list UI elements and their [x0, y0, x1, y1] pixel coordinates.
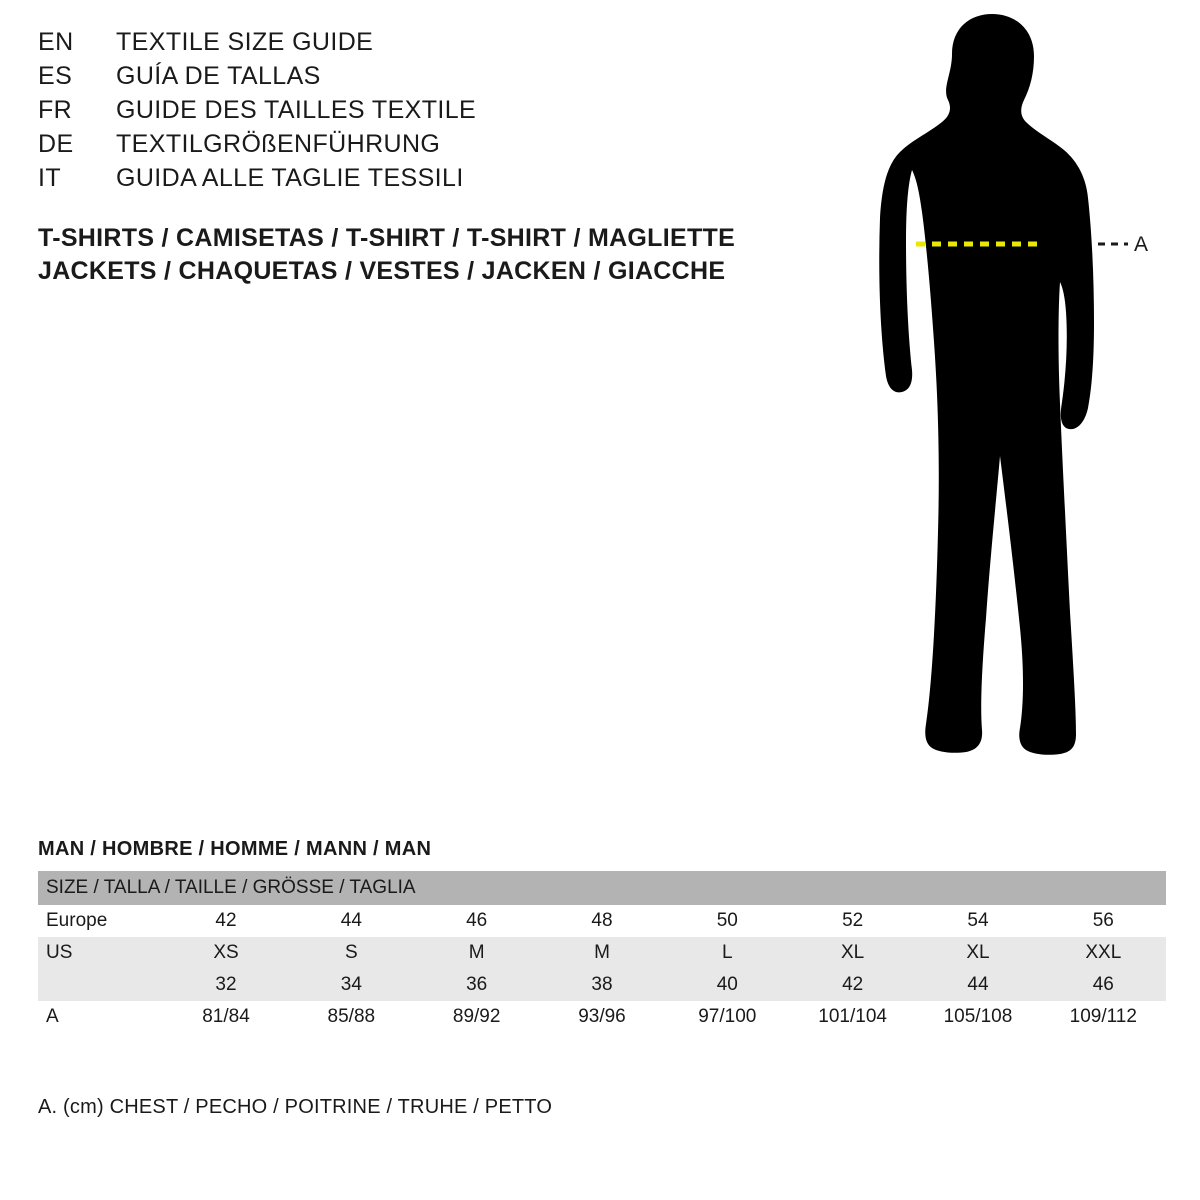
table-row [38, 969, 1166, 1001]
table-cell: XXL [1041, 937, 1166, 969]
table-cell: 46 [414, 905, 539, 937]
table-row [38, 1001, 1166, 1033]
row-label: US [38, 937, 163, 969]
language-header-list [38, 28, 738, 198]
language-code: DE [38, 130, 74, 158]
table-cell: 42 [163, 905, 288, 937]
row-label [38, 969, 163, 1001]
table-cell: L [665, 937, 790, 969]
garment-category-list [38, 222, 798, 288]
table-cell: M [539, 937, 664, 969]
table-cell: 101/104 [790, 1001, 915, 1033]
language-title: TEXTILE SIZE GUIDE [116, 28, 374, 56]
table-cell: 81/84 [163, 1001, 288, 1033]
language-row [38, 130, 738, 164]
table-group-title: MAN / HOMBRE / HOMME / MANN / MAN [38, 838, 432, 860]
language-code: EN [38, 28, 74, 56]
language-title: GUIDE DES TAILLES TEXTILE [116, 96, 477, 124]
table-cell: M [414, 937, 539, 969]
size-table [38, 871, 1166, 1033]
table-cell: 46 [1041, 969, 1166, 1001]
table-cell: 56 [1041, 905, 1166, 937]
table-row [38, 905, 1166, 937]
table-cell: 34 [289, 969, 414, 1001]
table-cell: 109/112 [1041, 1001, 1166, 1033]
language-code: ES [38, 62, 73, 90]
table-header-row [38, 871, 1166, 905]
language-title: TEXTILGRÖßENFÜHRUNG [116, 130, 441, 158]
table-cell: 40 [665, 969, 790, 1001]
table-cell: 97/100 [665, 1001, 790, 1033]
table-cell: XL [915, 937, 1040, 969]
language-code: IT [38, 164, 62, 192]
table-cell: 54 [915, 905, 1040, 937]
table-cell: 48 [539, 905, 664, 937]
language-row [38, 62, 738, 96]
table-cell: 44 [915, 969, 1040, 1001]
table-cell: 38 [539, 969, 664, 1001]
table-cell: XL [790, 937, 915, 969]
body-measurement-diagram [820, 12, 1180, 802]
measure-label-a: A [1134, 233, 1149, 256]
table-cell: 50 [665, 905, 790, 937]
table-cell: 89/92 [414, 1001, 539, 1033]
table-header-label: SIZE / TALLA / TAILLE / GRÖSSE / TAGLIA [38, 871, 1166, 905]
table-cell: 42 [790, 969, 915, 1001]
language-row [38, 164, 738, 198]
table-cell: 105/108 [915, 1001, 1040, 1033]
table-row [38, 937, 1166, 969]
table-cell: S [289, 937, 414, 969]
language-code: FR [38, 96, 73, 124]
row-label: A [38, 1001, 163, 1033]
table-cell: 32 [163, 969, 288, 1001]
table-cell: XS [163, 937, 288, 969]
language-row [38, 96, 738, 130]
size-table-section [38, 838, 1166, 1033]
table-cell: 52 [790, 905, 915, 937]
table-cell: 44 [289, 905, 414, 937]
table-cell: 85/88 [289, 1001, 414, 1033]
garment-line-tshirts: T-SHIRTS / CAMISETAS / T-SHIRT / T-SHIRT / MAGLIETTE [38, 224, 736, 252]
garment-line-jackets: JACKETS / CHAQUETAS / VESTES / JACKEN / GIACCHE [38, 257, 726, 285]
table-cell: 36 [414, 969, 539, 1001]
row-label: Europe [38, 905, 163, 937]
language-title: GUÍA DE TALLAS [116, 62, 321, 90]
table-cell: 93/96 [539, 1001, 664, 1033]
male-silhouette-icon [820, 12, 1180, 802]
language-row [38, 28, 738, 62]
language-title: GUIDA ALLE TAGLIE TESSILI [116, 164, 464, 192]
measurement-footnote: A. (cm) CHEST / PECHO / POITRINE / TRUHE / PETTO [38, 1096, 553, 1118]
